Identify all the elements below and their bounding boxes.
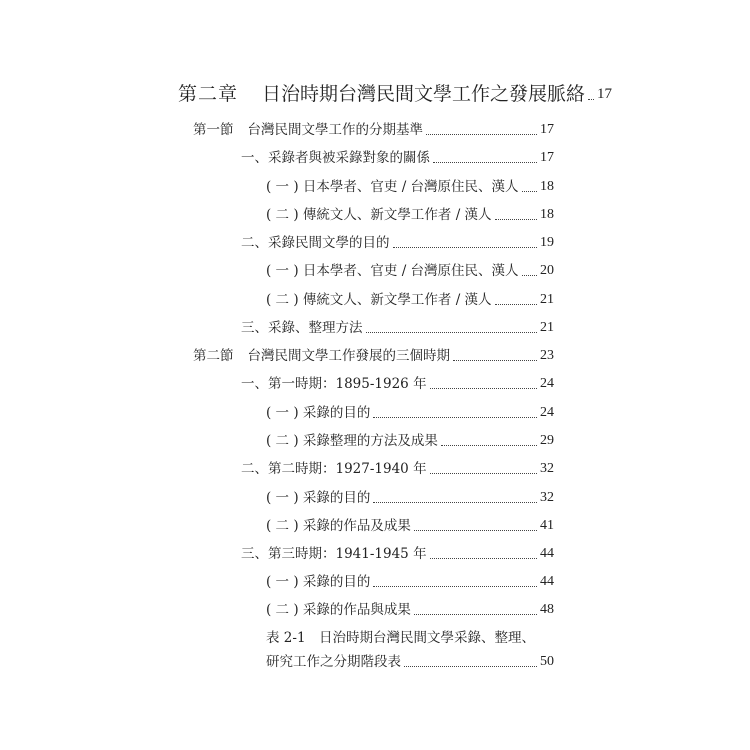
toc-table-entry[interactable] bbox=[266, 650, 554, 672]
dot-leader bbox=[430, 388, 537, 389]
page-number: 24 bbox=[540, 376, 554, 391]
toc-item-entry[interactable] bbox=[266, 175, 554, 197]
table-entry-title-line1[interactable]: 表 2-1 日治時期台灣民間文學采錄、整理、 bbox=[266, 630, 536, 646]
toc-item-entry[interactable] bbox=[266, 288, 554, 310]
dot-leader bbox=[373, 417, 537, 418]
dot-leader bbox=[588, 99, 594, 100]
section-number: 第一節 bbox=[193, 122, 234, 138]
toc-item-entry[interactable] bbox=[266, 486, 554, 508]
entry-title: ( 一 ) 日本學者、官吏 / 台灣原住民、漢人 bbox=[266, 179, 519, 195]
toc-item-entry[interactable] bbox=[266, 429, 554, 451]
entry-title: ( 一 ) 采錄的目的 bbox=[266, 574, 371, 590]
page-number: 17 bbox=[540, 150, 554, 165]
dot-leader bbox=[414, 614, 537, 615]
toc-subsection-entry[interactable] bbox=[241, 372, 554, 394]
toc-item-entry[interactable] bbox=[266, 203, 554, 225]
page-number: 32 bbox=[540, 490, 554, 505]
section-number: 第二節 bbox=[193, 348, 234, 364]
entry-title: ( 一 ) 采錄的目的 bbox=[266, 490, 371, 506]
toc-item-entry[interactable] bbox=[266, 570, 554, 592]
toc-subsection-entry[interactable] bbox=[241, 231, 554, 253]
toc-subsection-entry[interactable] bbox=[241, 542, 554, 564]
dot-leader bbox=[430, 558, 537, 559]
dot-leader bbox=[393, 247, 538, 248]
page-number: 44 bbox=[540, 574, 554, 589]
dot-leader bbox=[522, 275, 537, 276]
toc-item-entry[interactable] bbox=[266, 598, 554, 620]
page-number: 17 bbox=[597, 86, 613, 102]
chapter-number: 第二章 bbox=[178, 83, 239, 105]
page-number: 41 bbox=[540, 518, 554, 533]
toc-section-entry[interactable] bbox=[193, 344, 554, 366]
toc-chapter-entry[interactable] bbox=[178, 80, 613, 106]
dot-leader bbox=[441, 445, 537, 446]
dot-leader bbox=[426, 134, 537, 135]
entry-title: ( 二 ) 采錄整理的方法及成果 bbox=[266, 433, 438, 449]
entry-title: ( 一 ) 采錄的目的 bbox=[266, 405, 371, 421]
entry-title: ( 一 ) 日本學者、官吏 / 台灣原住民、漢人 bbox=[266, 263, 519, 279]
section-title: 台灣民間文學工作的分期基準 bbox=[247, 122, 423, 138]
dot-leader bbox=[373, 502, 537, 503]
page-number: 17 bbox=[540, 122, 554, 137]
dot-leader bbox=[404, 666, 537, 667]
entry-title: ( 二 ) 傳統文人、新文學工作者 / 漢人 bbox=[266, 292, 492, 308]
entry-title: ( 二 ) 采錄的作品及成果 bbox=[266, 518, 411, 534]
dot-leader bbox=[433, 162, 537, 163]
dot-leader bbox=[495, 219, 537, 220]
dot-leader bbox=[495, 304, 537, 305]
entry-title: 三、第三時期：1941-1945 年 bbox=[241, 546, 427, 562]
entry-title: 一、第一時期：1895-1926 年 bbox=[241, 376, 427, 392]
page-number: 32 bbox=[540, 461, 554, 476]
page-number: 18 bbox=[540, 207, 554, 222]
dot-leader bbox=[430, 473, 537, 474]
entry-title: ( 二 ) 傳統文人、新文學工作者 / 漢人 bbox=[266, 207, 492, 223]
chapter-title: 日治時期台灣民間文學工作之發展脈絡 bbox=[262, 83, 586, 105]
page-number: 23 bbox=[540, 348, 554, 363]
page-number: 29 bbox=[540, 433, 554, 448]
table-entry-title-line2: 研究工作之分期階段表 bbox=[266, 654, 401, 670]
dot-leader bbox=[453, 360, 537, 361]
page-number: 44 bbox=[540, 546, 554, 561]
toc-subsection-entry[interactable] bbox=[241, 146, 554, 168]
toc-section-entry[interactable] bbox=[193, 118, 554, 140]
dot-leader bbox=[414, 530, 537, 531]
page-number: 18 bbox=[540, 179, 554, 194]
page-number: 21 bbox=[540, 320, 554, 335]
page-number: 20 bbox=[540, 263, 554, 278]
page-number: 24 bbox=[540, 405, 554, 420]
toc-item-entry[interactable] bbox=[266, 259, 554, 281]
toc-subsection-entry[interactable] bbox=[241, 316, 554, 338]
entry-title: 三、采錄、整理方法 bbox=[241, 320, 363, 336]
toc-item-entry[interactable] bbox=[266, 401, 554, 423]
dot-leader bbox=[522, 191, 537, 192]
page-number: 19 bbox=[540, 235, 554, 250]
entry-title: 二、第二時期：1927-1940 年 bbox=[241, 461, 427, 477]
entry-title: 一、采錄者與被采錄對象的關係 bbox=[241, 150, 430, 166]
dot-leader bbox=[373, 586, 537, 587]
page-number: 48 bbox=[540, 602, 554, 617]
page-number: 50 bbox=[540, 654, 554, 669]
page-number: 21 bbox=[540, 292, 554, 307]
entry-title: 二、采錄民間文學的目的 bbox=[241, 235, 390, 251]
section-title: 台灣民間文學工作發展的三個時期 bbox=[247, 348, 450, 364]
toc-item-entry[interactable] bbox=[266, 514, 554, 536]
entry-title: ( 二 ) 采錄的作品與成果 bbox=[266, 602, 411, 618]
dot-leader bbox=[366, 332, 538, 333]
toc-subsection-entry[interactable] bbox=[241, 457, 554, 479]
